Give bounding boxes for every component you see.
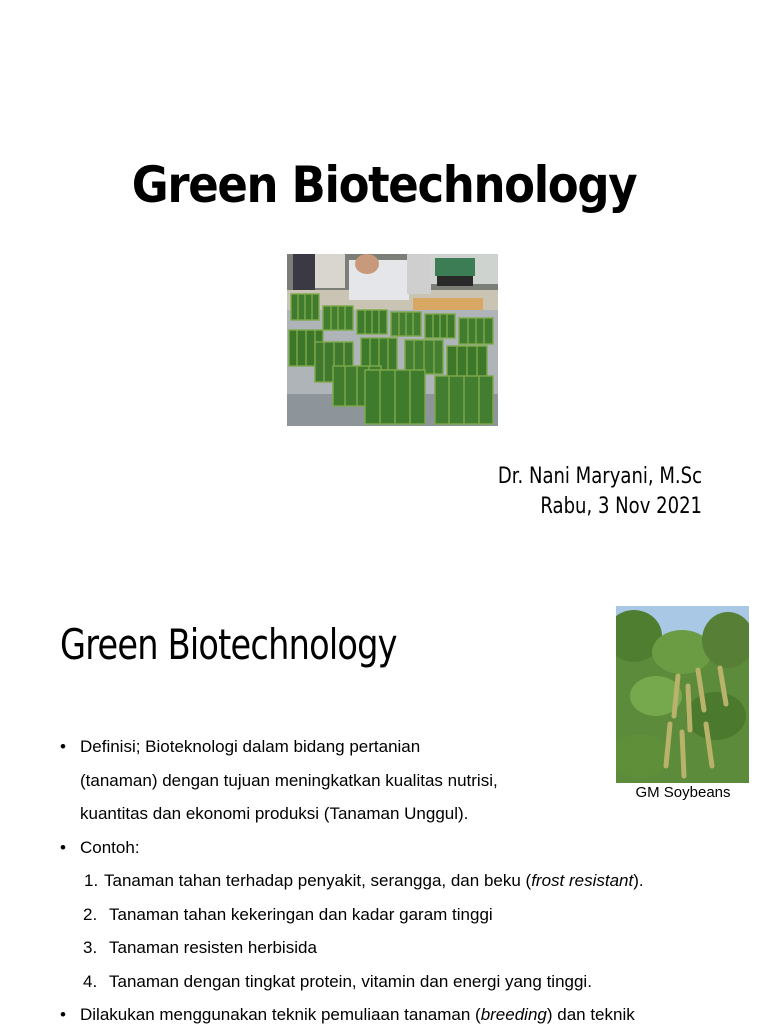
square-watermelon-photo [287,254,498,426]
example-item-3: 3. Tanaman resisten herbisida [83,938,317,957]
content-slide [0,580,768,1024]
slide-body [60,730,750,1032]
presentation-date: Rabu, 3 Nov 2021 [540,494,702,519]
bullet-icon: • [60,737,66,756]
photo-caption: GM Soybeans [635,784,731,801]
slide-title: Green Biotechnology [131,156,637,214]
bullet-icon: • [60,1005,66,1024]
author-info [498,462,702,522]
definition-line-3: kuantitas dan ekonomi produksi (Tanaman Unggul). [80,804,469,823]
definition-bullet: • Definisi; Bioteknologi dalam bidang pertanian [60,730,750,764]
example-item-2: 2. Tanaman tahan kekeringan dan kadar garam tinggi [83,904,493,924]
example-bullet: • Contoh: [60,831,750,865]
definition-line-2: (tanaman) dengan tujuan meningkatkan kualitas nutrisi, [80,770,498,790]
example-item-4: 4. Tanaman dengan tingkat protein, vitamin dan energi yang tinggi. [83,971,592,991]
example-item-1: 1. Tanaman tahan terhadap penyakit, serangga, dan beku (frost resistant). [84,871,644,890]
method-bullet: • Dilakukan menggunakan teknik pemuliaan tanaman (breeding) dan teknik [60,998,750,1032]
author-name: Dr. Nani Maryani, M.Sc [497,464,702,489]
bullet-icon: • [60,837,66,857]
slide-heading: Green Biotechnology [60,620,397,669]
